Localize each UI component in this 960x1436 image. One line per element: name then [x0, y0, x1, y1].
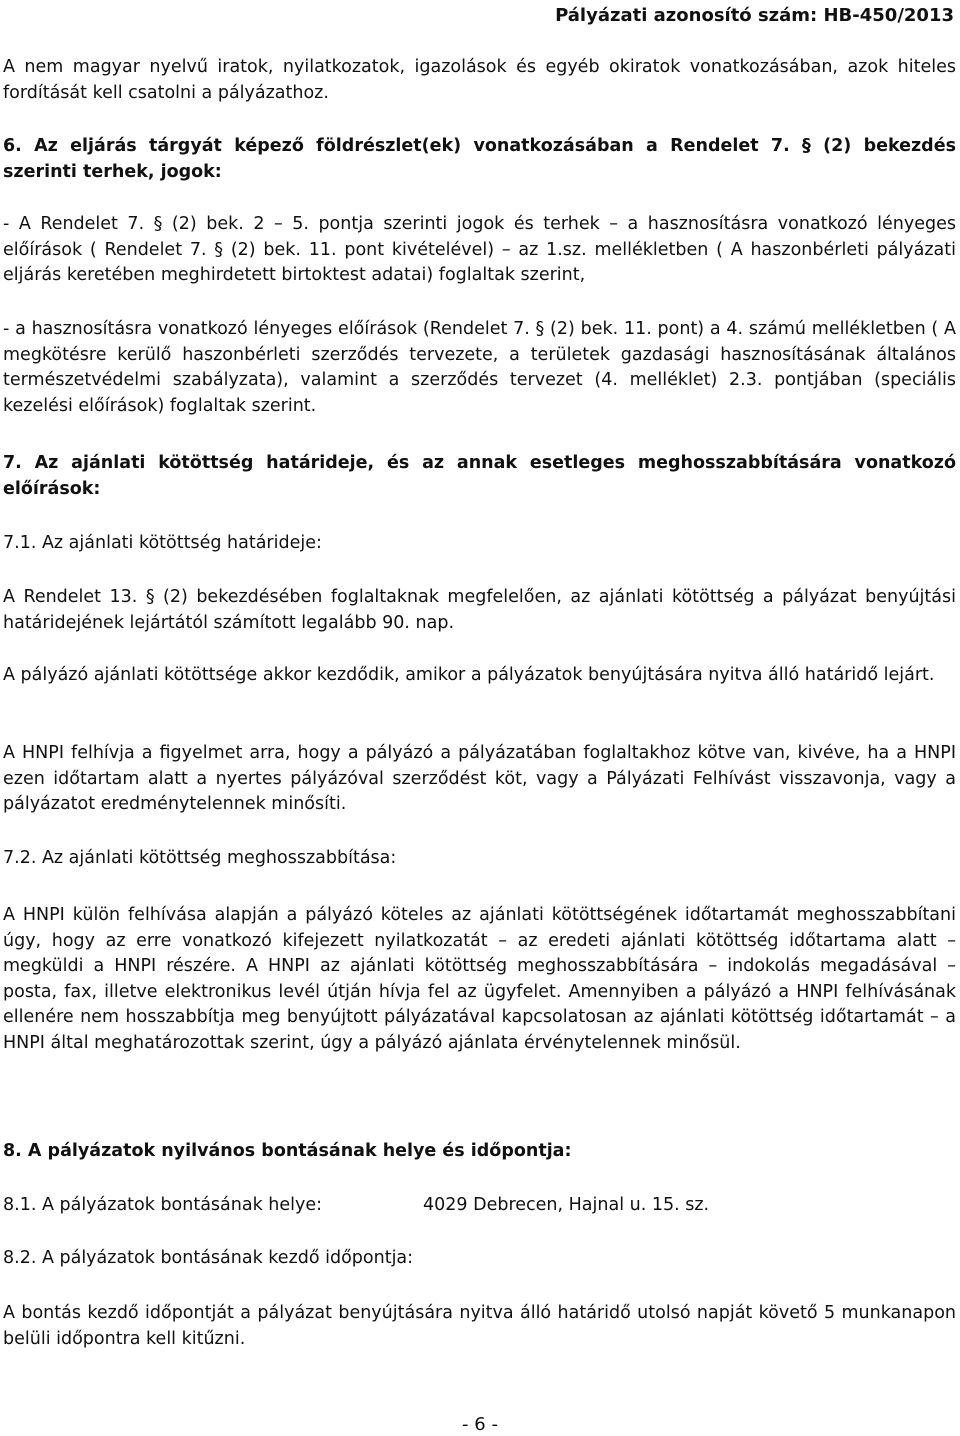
section-7-heading: 7. Az ajánlati kötöttség határideje, és az annak esetleges meghosszabbítására vonatkozó előírások:	[3, 453, 956, 499]
page-number: - 6 -	[462, 1414, 498, 1435]
document-id-header: Pályázati azonosító szám: HB-450/2013	[555, 5, 954, 26]
section-7-1-heading: 7.1. Az ajánlati kötöttség határideje:	[3, 533, 322, 553]
paragraph-translations: A nem magyar nyelvű iratok, nyilatkozatok, igazolások és egyéb okiratok vonatkozásában, azok hiteles fordítását kell csatolni a pályázathoz.	[3, 57, 956, 103]
paragraph-binding-period: A Rendelet 13. § (2) bekezdésében foglaltaknak megfelelően, az ajánlati kötöttség a pályázat benyújtási határidejének lejártától számított legalább 90. nap.	[3, 587, 956, 633]
section-8-heading: 8. A pályázatok nyilvános bontásának helye és időpontja:	[3, 1141, 572, 1161]
paragraph-rights-burdens-2: - a hasznosításra vonatkozó lényeges előírások (Rendelet 7. § (2) bek. 11. pont) a 4. számú mellékletben ( A megkötésre kerülő haszonbérleti szerződés tervezete, a területek gazdasági hasznosításának általános természetvédelmi szabályzata), valamint a szerződés tervezet (4. melléklet) 2.3. pontjában (speciális kezelési előírások) foglaltak szerint.	[3, 319, 956, 416]
paragraph-binding-start: A pályázó ajánlati kötöttsége akkor kezdődik, amikor a pályázatok benyújtására nyitva álló határidő lejárt.	[3, 665, 935, 685]
paragraph-extension: A HNPI külön felhívása alapján a pályázó köteles az ajánlati kötöttségének időtartamát meghosszabbítani úgy, hogy az erre vonatkozó kifejezett nyilatkozatát – az eredeti ajánlati kötöttség időtartama alatt – megküldi a HNPI részére. A HNPI az ajánlati kötöttség meghosszabbítására – indokolás megadásával – posta, fax, illetve elektronikus levél útján hívja fel az ügyfelet. Amennyiben a pályázó a HNPI felhívásának ellenére nem hosszabbítja meg benyújtott pályázatával kapcsolatosan az ajánlati kötöttség időtartamát – a HNPI által meghatározottak szerint, úgy a pályázó ajánlata érvénytelennek minősül.	[3, 905, 956, 1053]
paragraph-opening-time: A bontás kezdő időpontját a pályázat benyújtására nyitva álló határidő utolsó napját követő 5 munkanapon belüli időpontra kell kitűzni.	[3, 1303, 956, 1349]
opening-location-value: 4029 Debrecen, Hajnal u. 15. sz.	[423, 1195, 710, 1215]
section-6-heading: 6. Az eljárás tárgyát képező földrészlet(ek) vonatkozásában a Rendelet 7. § (2) bekezdés szerinti terhek, jogok:	[3, 136, 956, 182]
opening-location-label: 8.1. A pályázatok bontásának helye:	[3, 1195, 323, 1215]
section-8-1-row	[3, 1193, 956, 1219]
paragraph-rights-burdens-1: - A Rendelet 7. § (2) bek. 2 – 5. pontja szerinti jogok és terhek – a hasznosításra vonatkozó lényeges előírások ( Rendelet 7. § (2) bek. 11. pont kivételével) – az 1.sz. mellékletben ( A haszonbérleti pályázati eljárás keretében meghirdetett birtoktest adatai) foglaltak szerint,	[3, 214, 956, 285]
section-8-2-heading: 8.2. A pályázatok bontásának kezdő időpontja:	[3, 1248, 414, 1268]
paragraph-hnpi-notice: A HNPI felhívja a figyelmet arra, hogy a pályázó a pályázatában foglaltakhoz kötve van, kivéve, ha a HNPI ezen időtartam alatt a nyertes pályázóval szerződést köt, vagy a Pályázati Felhívást visszavonja, vagy a pályázatot eredménytelennek minősíti.	[3, 743, 956, 814]
section-7-2-heading: 7.2. Az ajánlati kötöttség meghosszabbítása:	[3, 848, 397, 868]
